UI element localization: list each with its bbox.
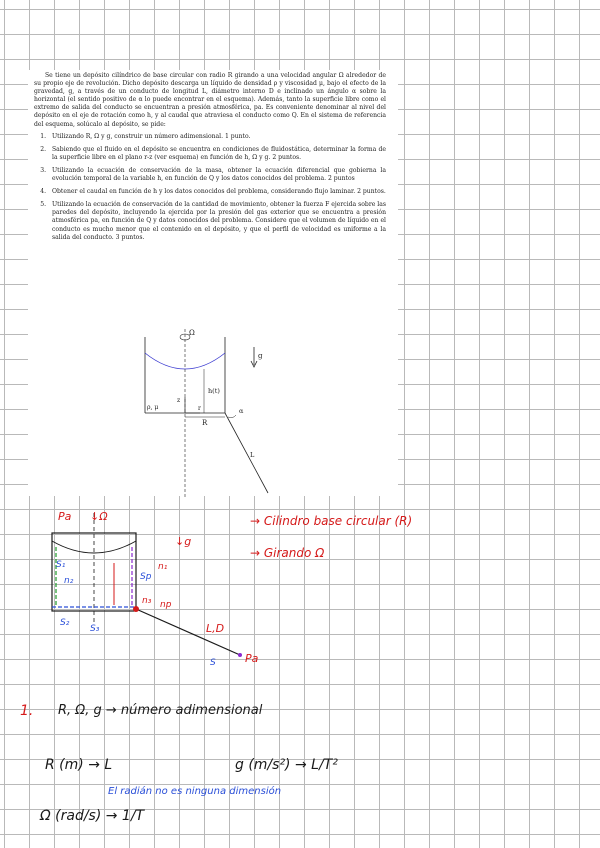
sketch-pipe [136, 609, 240, 655]
hw-pipe-label: L,D [206, 622, 225, 635]
alpha-arc [228, 415, 236, 418]
tank-diagram [120, 325, 290, 500]
problem-item-4: 4. Obtener el caudal en función de h y los datos conocidos del problema, considerando flujo laminar. 2 puntos. [48, 188, 386, 196]
problem-item-1: 1. Utilizando R, Ω y g, construir un número adimensional. 1 punto. [48, 133, 386, 141]
problem-intro: Se tiene un depósito cilíndrico de base circular con radio R girando a una velocidad angular Ω alrededor de su propio eje de revolución. Dicho depósito descarga un líquido de densidad ρ y viscosidad μ, bajo el efecto de la gravedad, g, a través de un conducto de longitud L, diámetro interno D e inclinado un ángulo α sobre la horizontal (el sentido positivo de α lo puede encontrar en el esquema). Además, tanto la superficie libre como el extremo de salida del conducto se encuentran a presión atmosférica, pa. Es conveniente denominar al nivel del depósito en el eje de rotación como h, y al caudal que atraviesa el conducto como Q. En el sistema de referencia del esquema, solúcalo al depósito, se pide: [34, 72, 386, 128]
gravity-label: g [258, 352, 263, 360]
hw-pa-end: Pa [245, 652, 259, 665]
problem-statement [34, 72, 386, 247]
hw-sp: Sp [140, 572, 152, 582]
hw-omega-units: Ω (rad/s) → 1/T [40, 808, 145, 824]
hw-r-units: R (m) → L [45, 757, 113, 773]
hw-s-end: S [210, 658, 216, 668]
h-label: h(t) [208, 387, 220, 395]
hw-item1-number: 1. [20, 703, 34, 719]
alpha-label: α [239, 407, 244, 415]
hw-s2: S₂ [60, 618, 70, 628]
problem-item-5: 5. Utilizando la ecuación de conservación de la cantidad de movimiento, obtener la fuerza F ejercida sobre las paredes del depósito, incluyendo la ejercida por la presión del gas exterior que se encuentra a presión atmosférica pa, en función de Q y datos conocidos del problema. Considere que el volumen de líquido en el conducto es mucho menor que el contenido en el depósito, y que el perfil de velocidad es uniforme a la salida del conducto. 3 puntos. [48, 201, 386, 241]
r-label: r [198, 405, 201, 412]
hw-omega: ↓Ω [90, 510, 108, 523]
pipe-length-label: L [250, 451, 255, 459]
hw-note-rotating: → Girando Ω [250, 546, 325, 560]
hw-gravity: ↓g [175, 535, 192, 548]
hw-note-radian: El radián no es ninguna dimensión [108, 786, 282, 797]
problem-item-2: 2. Sabiendo que el fluido en el depósito se encuentra en condiciones de fluidostática, determinar la forma de la superficie libre en el plano r-z (ver esquema) en función de h, Ω y g. 2 puntos. [48, 146, 386, 162]
sketch-outlet-dot [133, 606, 139, 612]
rho-mu-label: ρ, μ [147, 404, 159, 411]
hw-note-cylinder: → Cilindro base circular (R) [250, 514, 413, 528]
radius-label: R [202, 419, 208, 427]
hw-pa-top: Pa [58, 510, 72, 523]
hw-s1: S₁ [56, 560, 66, 570]
z-label: z [177, 397, 181, 404]
hw-n3: n₃ [142, 596, 152, 606]
problem-item-3: 3. Utilizando la ecuación de conservación de la masa, obtener la ecuación diferencial que gobierna la evolución temporal de la variable h, en función de Q y los datos conocidos del problema. 2 puntos [48, 167, 386, 183]
hw-item1-text: R, Ω, g → número adimensional [58, 703, 263, 718]
hw-n2: n₂ [64, 576, 74, 586]
hw-g-units: g (m/s²) → L/T² [235, 757, 338, 773]
problem-items [34, 133, 386, 242]
omega-label: Ω [189, 329, 195, 337]
sketch-pipe-end-dot [238, 653, 242, 657]
outlet-pipe [225, 413, 268, 493]
hw-np: np [160, 600, 172, 610]
hw-s3: S₃ [90, 624, 100, 634]
hw-n1: n₁ [158, 562, 168, 572]
